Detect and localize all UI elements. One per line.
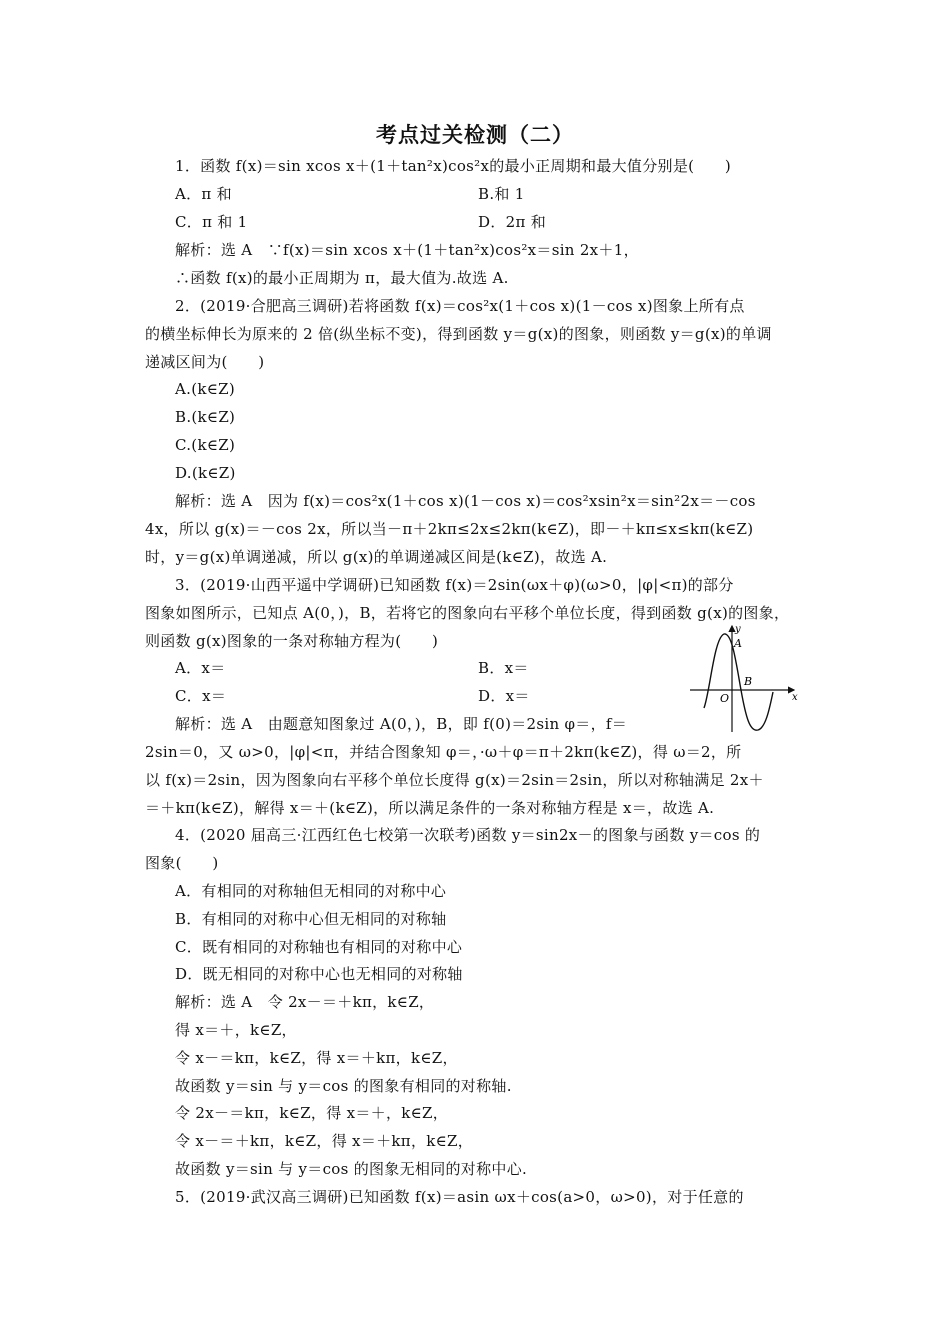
q2-stem-1: 2．(2019·合肥高三调研)若将函数 f(x)＝cos²x(1＋cos x)(1－cos x)图象上所有点 (175, 297, 745, 315)
q5-stem-1: 5．(2019·武汉高三调研)已知函数 f(x)＝asin ωx＋cos(a>0，ω>0)，对于任意的 (175, 1188, 744, 1206)
q3-option-d: D．x＝ (478, 687, 530, 705)
q4-solution-3: 令 x－＝kπ，k∈Z，得 x＝＋kπ，k∈Z， (175, 1049, 458, 1067)
q2-solution-3: 时，y＝g(x)单调递减，所以 g(x)的单调递减区间是(k∈Z)，故选 A. (145, 548, 608, 566)
q1-stem: 1．函数 f(x)＝sin xcos x＋(1＋tan²x)cos²x的最小正周期和最大值分别是( ) (175, 157, 732, 175)
origin-label: O (720, 692, 730, 705)
y-axis-label: y (735, 624, 741, 635)
q4-option-d: D．既无相同的对称中心也无相同的对称轴 (175, 965, 463, 983)
q2-option-d: D.(k∈Z) (175, 464, 236, 482)
q4-solution-2: 得 x＝＋，k∈Z， (175, 1021, 297, 1039)
point-a-label: A (734, 637, 742, 650)
q3-solution-3: 以 f(x)＝2sin，因为图象向右平移个单位长度得 g(x)＝2sin＝2sin，所以对称轴满足 2x＋ (145, 771, 764, 789)
q4-stem-1: 4．(2020 届高三·江西红色七校第一次联考)函数 y＝sin2x－的图象与函数 y＝cos 的 (175, 826, 761, 844)
q1-option-d: D．2π 和 (478, 213, 546, 231)
q4-option-c: C．既有相同的对称轴也有相同的对称中心 (175, 938, 463, 956)
q4-option-b: B．有相同的对称中心但无相同的对称轴 (175, 910, 447, 928)
q3-stem-2: 图象如图所示，已知点 A(0，)，B，若将它的图象向右平移个单位长度，得到函数 g(x)的图象， (145, 604, 790, 622)
q3-solution-1: 解析：选 A 由题意知图象过 A(0，)，B，即 f(0)＝2sin φ＝，f＝ (175, 715, 628, 733)
q3-option-a: A．x＝ (175, 659, 226, 677)
x-axis-label: x (792, 692, 798, 703)
q3-solution-4: ＝＋kπ(k∈Z)，解得 x＝＋(k∈Z)，所以满足条件的一条对称轴方程是 x＝，故选 A. (145, 799, 715, 817)
point-b-label: B (744, 675, 753, 688)
q1-solution-1: 解析：选 A ∵f(x)＝sin xcos x＋(1＋tan²x)cos²x＝sin 2x＋1， (175, 241, 639, 259)
q4-solution-6: 令 x－＝＋kπ，k∈Z，得 x＝＋kπ，k∈Z， (175, 1132, 474, 1150)
q2-stem-3: 递减区间为( ) (145, 353, 265, 371)
q1-solution-2: ∴函数 f(x)的最小正周期为 π，最大值为.故选 A. (175, 269, 509, 287)
q4-stem-2: 图象( ) (145, 854, 219, 872)
q2-option-c: C.(k∈Z) (175, 436, 236, 454)
q4-solution-7: 故函数 y＝sin 与 y＝cos 的图象无相同的对称中心. (175, 1160, 528, 1178)
q4-solution-4: 故函数 y＝sin 与 y＝cos 的图象有相同的对称轴. (175, 1077, 512, 1095)
q2-solution-2: 4x，所以 g(x)＝－cos 2x，所以当－π＋2kπ≤2x≤2kπ(k∈Z)，即－＋kπ≤x≤kπ(k∈Z) (145, 520, 754, 538)
q3-stem-3: 则函数 g(x)图象的一条对称轴方程为( ) (145, 632, 439, 650)
q4-solution-5: 令 2x－＝kπ，k∈Z，得 x＝＋，k∈Z， (175, 1104, 449, 1122)
q3-option-c: C．x＝ (175, 687, 227, 705)
q3-stem-1: 3．(2019·山西平遥中学调研)已知函数 f(x)＝2sin(ωx＋φ)(ω>0，|φ|<π)的部分 (175, 576, 734, 594)
q1-option-c: C．π 和 1 (175, 213, 248, 231)
q3-solution-2: 2sin＝0，又 ω>0，|φ|<π，并结合图象知 φ＝，·ω＋φ＝π＋2kπ(k∈Z)，得 ω＝2，所 (145, 743, 742, 761)
q4-option-a: A．有相同的对称轴但无相同的对称中心 (175, 882, 447, 900)
q2-option-b: B.(k∈Z) (175, 408, 236, 426)
q1-option-b: B.和 1 (478, 185, 525, 203)
q3-option-b: B．x＝ (478, 659, 529, 677)
q2-option-a: A.(k∈Z) (175, 380, 236, 398)
q2-stem-2: 的横坐标伸长为原来的 2 倍(纵坐标不变)，得到函数 y＝g(x)的图象，则函数 y＝g(x)的单调 (145, 325, 772, 343)
sine-graph-figure (688, 620, 810, 736)
page-title: 考点过关检测（二） (376, 123, 574, 147)
q2-solution-1: 解析：选 A 因为 f(x)＝cos²x(1＋cos x)(1－cos x)＝cos²xsin²x＝sin²2x＝－cos (175, 492, 756, 510)
q1-option-a: A．π 和 (175, 185, 232, 203)
q4-solution-1: 解析：选 A 令 2x－＝＋kπ，k∈Z， (175, 993, 435, 1011)
